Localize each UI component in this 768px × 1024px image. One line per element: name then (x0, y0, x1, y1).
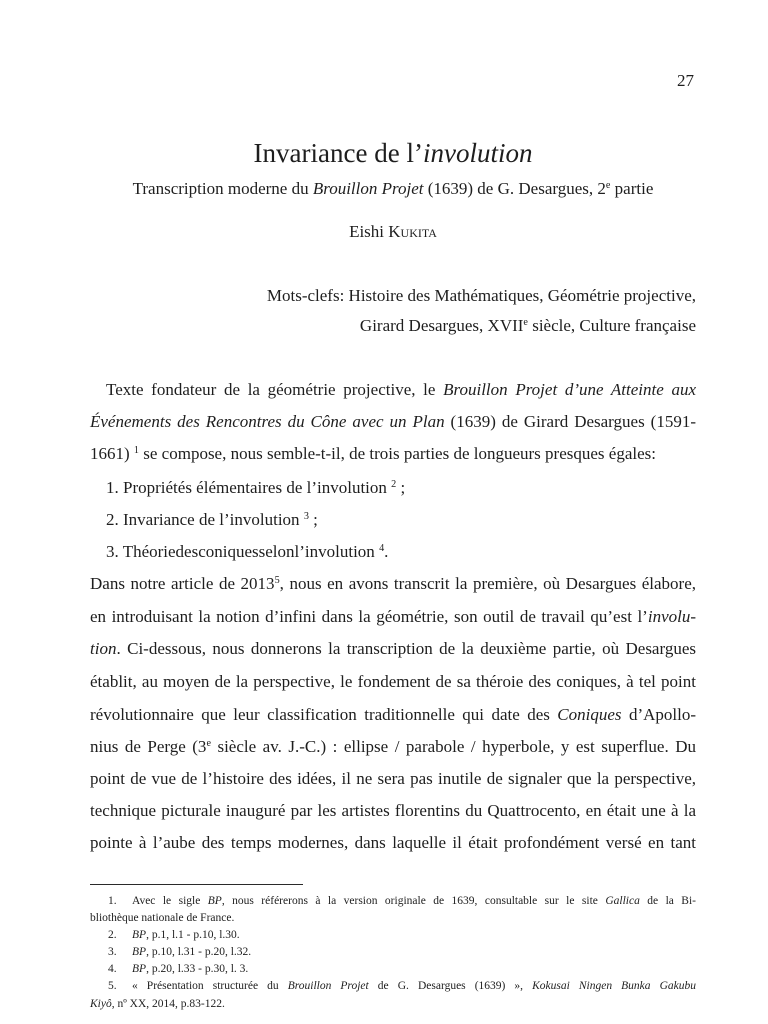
page-number: 27 (677, 71, 694, 90)
body-text: se compose, nous semble-t-il, de trois parties de longueurs presques égales: (139, 444, 656, 463)
keywords-line-1: Mots-clefs: Histoire des Mathématiques, Géométrie projective, (266, 286, 696, 305)
footnote-segment: , p.10, l.31 - p.20, l.32. (146, 946, 252, 958)
article-subtitle (90, 179, 696, 199)
footnote-number: 3. (108, 946, 117, 958)
footnote-segment: « Présentation structurée du (132, 980, 288, 992)
subtitle-text: Transcription moderne du (132, 179, 313, 198)
keywords-text: siècle, Culture française (527, 316, 696, 335)
footnote-text (132, 928, 696, 942)
title-italic-term: involution (422, 138, 533, 168)
body-italic: Coniques (557, 705, 622, 724)
body-text: . Ci-dessous, nous donnerons la transcription de la deuxième partie, où Desargues (116, 639, 696, 658)
body-line: pointe à l’aube des temps modernes, dans laquelle il était profondément versé en tant (90, 833, 696, 852)
subtitle-superscript: e (605, 180, 611, 192)
footnote-segment: Avec le sigle (132, 895, 208, 907)
footnote-number: 1. (108, 895, 117, 907)
article-title (90, 137, 696, 169)
footnote-text (132, 945, 696, 959)
body-superscript: e (206, 738, 211, 750)
keywords-text: Girard Desargues, XVII (359, 316, 524, 335)
footnote-italic: Brouillon Projet (287, 980, 369, 992)
body-italic: Événements des Rencontres du Cône avec un Plan (90, 412, 445, 431)
footnote-number: 2. (108, 929, 117, 941)
list-item-end: . (384, 542, 389, 561)
footnote-ref-4: 4 (379, 543, 385, 555)
body-text: Dans notre article de 2013 (90, 574, 275, 593)
footnote-italic: Gallica (605, 895, 640, 907)
footnote-text (132, 962, 696, 976)
footnote-ref-5: 5 (274, 575, 280, 587)
footnote-segment: , p.1, l.1 - p.10, l.30. (146, 929, 240, 941)
body-line: technique picturale inauguré par les artistes florentins du Quattrocento, en était une à la (90, 801, 696, 820)
body-line (90, 574, 696, 594)
author-name (90, 222, 696, 242)
list-item-label: 2. Invariance de l’involution (106, 510, 304, 529)
footnote-segment: , nous référerons à la version originale de 1639, consultable sur le site (221, 895, 606, 907)
footnote-number: 5. (108, 980, 117, 992)
body-line (106, 380, 696, 400)
body-text: (1639) de Girard Desargues (1591- (444, 412, 696, 431)
body-text: révolutionnaire que leur classification traditionnelle qui date des (90, 705, 558, 724)
body-text: en introduisant la notion d’infini dans la géométrie, son outil de travail qu’est l’ (90, 607, 648, 626)
body-text: 1661) (90, 444, 134, 463)
footnote-italic: BP (132, 963, 147, 975)
body-text: , nous en avons transcrit la première, où Desargues élabore, (279, 574, 696, 593)
footnote-ref-1: 1 (133, 445, 140, 457)
body-text: Texte fondateur de la géométrie projective, le (106, 380, 444, 399)
list-item-label: 3. Théoriedesconiquesselonl’involution (106, 542, 380, 561)
list-item (106, 478, 696, 498)
subtitle-text: (1639) de G. Desargues, 2 (423, 179, 606, 198)
footnote-ref-3: 3 (303, 511, 309, 523)
footnote-segment: , p.20, l.33 - p.30, l. 3. (146, 963, 249, 975)
body-line (90, 705, 696, 725)
body-line (90, 412, 696, 432)
body-line (90, 444, 696, 464)
body-line (90, 639, 696, 659)
footnote-italic: Kiyô (90, 998, 112, 1010)
body-italic: Brouillon Projet d’une Atteinte aux (443, 380, 696, 399)
body-text: d’Apollo- (621, 705, 696, 724)
body-line: point de vue de l’histoire des idées, il ne sera pas inutile de signaler que la perspective, (90, 769, 696, 788)
body-italic: tion (90, 639, 117, 658)
footnote-number: 4. (108, 963, 117, 975)
list-item (106, 542, 696, 562)
footnote-segment: , nº XX, 2014, p.83-122. (111, 998, 225, 1010)
footnote-continuation (90, 997, 696, 1011)
body-line: établit, au moyen de la perspective, le fondement de sa théroie des coniques, à tel point (90, 672, 696, 691)
list-item (106, 510, 696, 530)
footnote-separator (90, 884, 303, 885)
body-line (90, 607, 696, 627)
body-text: siècle av. J.-C.) : ellipse / parabole / hyperbole, y est superflue. Du (210, 737, 697, 756)
body-line (90, 737, 696, 757)
title-roman: Invariance de l’ (253, 138, 423, 168)
author-family-name: Kukita (388, 222, 437, 241)
list-item-end: ; (396, 478, 406, 497)
footnote-italic: BP (132, 929, 147, 941)
subtitle-work-title: Brouillon Projet (312, 179, 424, 198)
footnote-segment: de G. Desargues (1639) », (368, 980, 533, 992)
footnote-italic: BP (207, 895, 222, 907)
author-given-name: Eishi (349, 222, 389, 241)
footnote-text (132, 979, 696, 993)
keywords-superscript: e (523, 317, 528, 329)
body-text: nius de Perge (3 (90, 737, 207, 756)
subtitle-text: partie (610, 179, 654, 198)
list-item-label: 1. Propriétés élémentaires de l’involution (106, 478, 392, 497)
footnote-italic: Kokusai Ningen Bunka Gakubu (532, 980, 697, 992)
footnote-continuation: bliothèque nationale de France. (90, 912, 235, 924)
body-italic: involu- (647, 607, 696, 626)
footnote-text (132, 894, 696, 908)
footnote-ref-2: 2 (391, 479, 397, 491)
footnote-italic: BP (132, 946, 147, 958)
footnote-segment: de la Bi- (639, 895, 696, 907)
keywords-line-2 (90, 316, 696, 336)
list-item-end: ; (308, 510, 318, 529)
